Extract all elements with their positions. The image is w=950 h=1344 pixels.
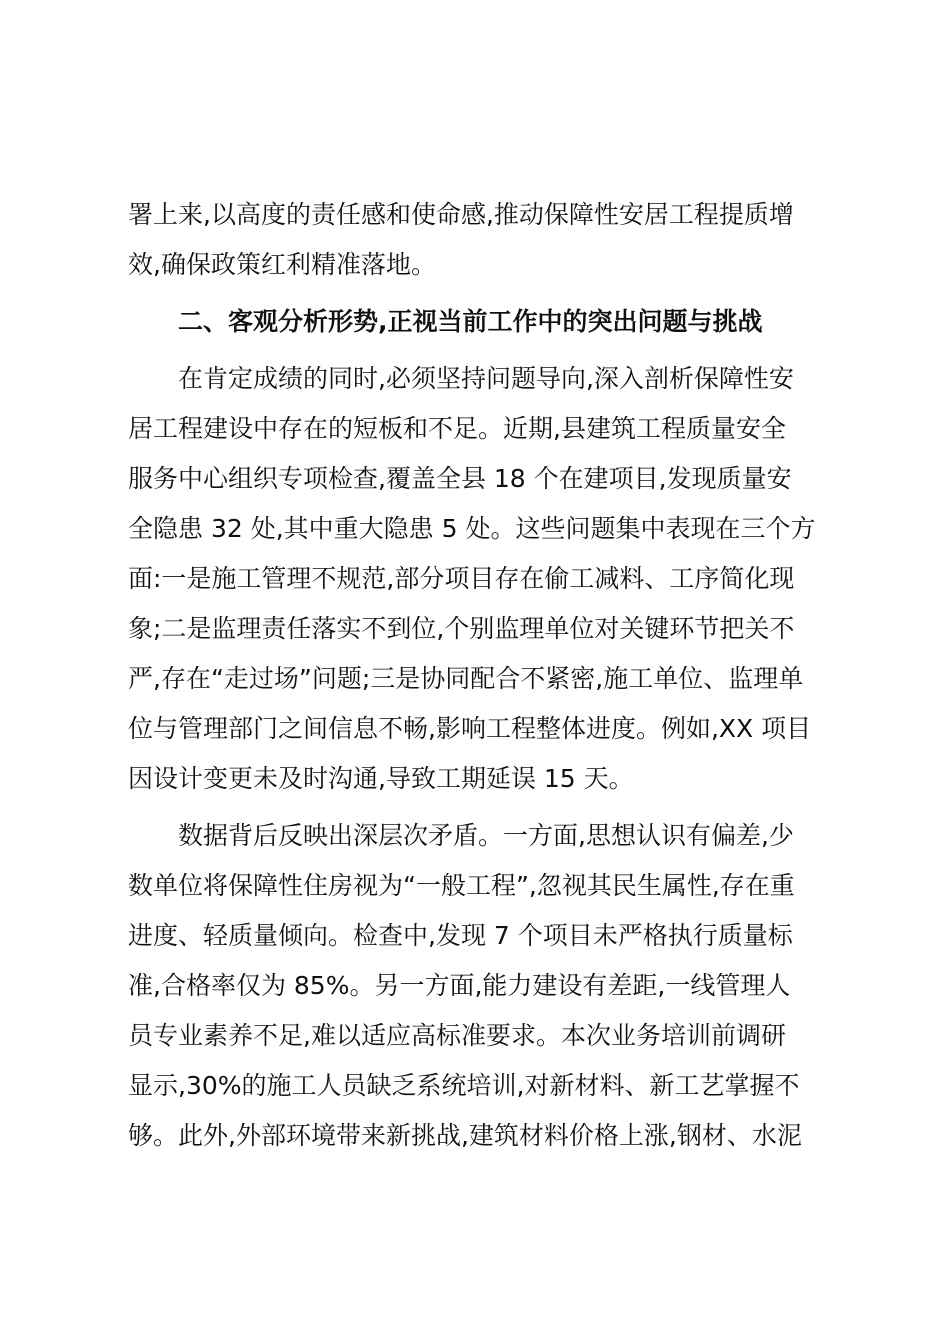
paragraph-line: 进度、轻质量倾向。检查中,发现 7 个项目未严格执行质量标 (128, 921, 793, 950)
paragraph-line: 象;二是监理责任落实不到位,个别监理单位对关键环节把关不 (128, 614, 795, 643)
paragraph-line: 因设计变更未及时沟通,导致工期延误 15 天。 (128, 764, 634, 793)
paragraph-line: 署上来,以高度的责任感和使命感,推动保障性安居工程提质增 (128, 200, 794, 229)
paragraph-line: 全隐患 32 处,其中重大隐患 5 处。这些问题集中表现在三个方 (128, 514, 816, 543)
paragraph-line: 数据背后反映出深层次矛盾。一方面,思想认识有偏差,少 (178, 821, 794, 850)
paragraph-line: 面:一是施工管理不规范,部分项目存在偷工减料、工序简化现 (128, 564, 795, 593)
paragraph-line: 显示,30%的施工人员缺乏系统培训,对新材料、新工艺掌握不 (128, 1071, 800, 1100)
paragraph-line: 在肯定成绩的同时,必须坚持问题导向,深入剖析保障性安 (178, 364, 794, 393)
paragraph-line: 准,合格率仅为 85%。另一方面,能力建设有差距,一线管理人 (128, 971, 791, 1000)
paragraph-line: 服务中心组织专项检查,覆盖全县 18 个在建项目,发现质量安 (128, 464, 792, 493)
paragraph-line: 够。此外,外部环境带来新挑战,建筑材料价格上涨,钢材、水泥 (128, 1121, 802, 1150)
paragraph-line: 位与管理部门之间信息不畅,影响工程整体进度。例如,XX 项目 (128, 714, 812, 743)
paragraph-line: 效,确保政策红利精准落地。 (128, 250, 436, 279)
paragraph-line: 员专业素养不足,难以适应高标准要求。本次业务培训前调研 (128, 1021, 786, 1050)
section-heading: 二、客观分析形势,正视当前工作中的突出问题与挑战 (178, 307, 763, 336)
paragraph-line: 数单位将保障性住房视为“一般工程”,忽视其民生属性,存在重 (128, 871, 795, 900)
paragraph-line: 严,存在“走过场”问题;三是协同配合不紧密,施工单位、监理单 (128, 664, 804, 693)
paragraph-line: 居工程建设中存在的短板和不足。近期,县建筑工程质量安全 (128, 414, 786, 443)
